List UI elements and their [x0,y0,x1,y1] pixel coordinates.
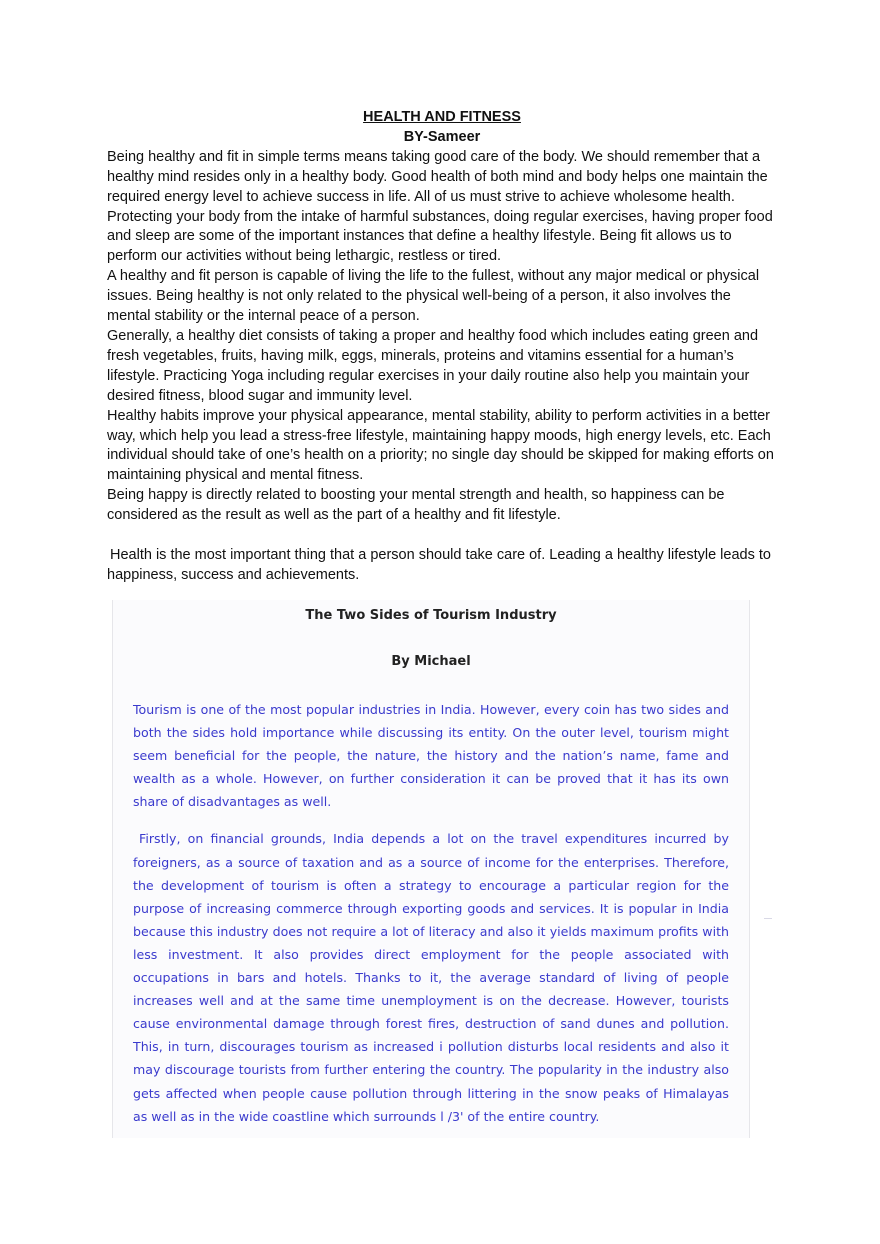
scan-paragraph: Firstly, on financial grounds, India depends a lot on the travel expenditures incurred by foreigners, as a source of taxation and as a source of income for the enterprises. Therefore, the development of tourism is often a strategy to encourage a particular region for the purpose of increasing commerce through exporting goods and services. It is popular in India because this industry does not require a lot of literacy and also it yields maximum profits with less investment. It also provides direct employment for the people associated with occupations in bars and hotels. Thanks to it, the average standard of living of people increases well and at the same time unemployment is on the decrease. However, tourists cause environmental damage through forest fires, destruction of sand dunes and pollution. This, in turn, discourages tourism as increased i pollution disturbs local residents and also it may discourage tourists from further entering the country. The popularity in the industry also gets affected when people cause pollution through littering in the snow peaks of Himalayas as well as in the wide coastline which surrounds l /3' of the entire country. [133,831,729,1124]
paragraph-spacer [107,526,777,546]
essay-paragraph: Being healthy and fit in simple terms means taking good care of the body. We should remember that a healthy mind resides only in a healthy body. Good health of both mind and body helps one maintain the required energy level to achieve success in life. All of us must strive to achieve wholesome health. [107,148,768,205]
essay-closing: Health is the most important thing that a person should take care of. Leading a healthy lifestyle leads to happiness, success and achievements. [107,546,771,583]
scan-byline: By Michael [391,654,471,669]
essay-paragraph: Being happy is directly related to boosting your mental strength and health, so happiness can be considered as the result as well as the part of a healthy and fit lifestyle. [107,487,725,524]
scanned-essay-image [112,600,750,1138]
essay-byline: BY-Sameer [403,128,481,145]
health-essay [107,108,777,586]
essay-paragraph: A healthy and fit person is capable of living the life to the fullest, without any major medical or physical issues. Being healthy is not only related to the physical well-being of a person, it also involves the mental stability or the internal peace of a person. [107,268,760,325]
essay-paragraph: Generally, a healthy diet consists of taking a proper and healthy food which includes eating green and fresh vegetables, fruits, having milk, eggs, minerals, proteins and vitamins essential for a human’s lifestyle. Practicing Yoga including regular exercises in your daily routine also help you maintain your desired fitness, blood sugar and immunity level. [107,327,759,404]
essay-title: HEALTH AND FITNESS [363,109,521,125]
essay-paragraph: Healthy habits improve your physical appearance, mental stability, ability to perform activities in a better way, which help you lead a stress-free lifestyle, maintaining happy moods, high energy levels, etc. Each individual should take of one’s health on a priority; no single day should be skipped for making efforts on maintaining physical and mental fitness. [107,407,774,484]
scan-artifact-mark [764,918,772,919]
scanned-essay-content [133,600,729,1128]
essay-paragraph: Protecting your body from the intake of harmful substances, doing regular exercises, having proper food and sleep are some of the important instances that define a healthy lifestyle. Being fit allows us to perform our activities without being lethargic, restless or tired. [107,208,773,265]
scan-paragraph: Tourism is one of the most popular industries in India. However, every coin has two sides and both the sides hold importance while discussing its entity. On the outer level, tourism might seem beneficial for the people, the nature, the history and the nation’s name, fame and wealth as a whole. However, on further consideration it can be proved that it has its own share of disadvantages as well. [133,702,729,810]
scan-title: The Two Sides of Tourism Industry [305,608,557,623]
